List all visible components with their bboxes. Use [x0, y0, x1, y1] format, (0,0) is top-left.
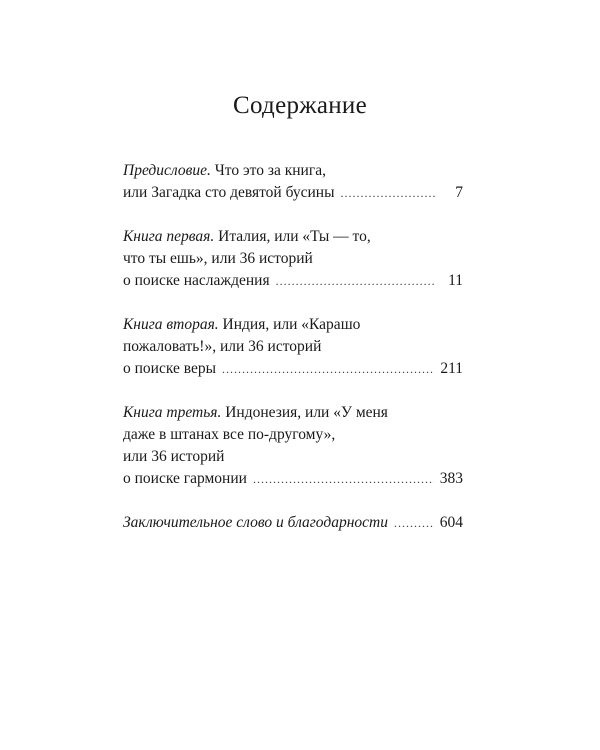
toc-entry-afterword[interactable] — [123, 512, 463, 534]
toc-entry-book-three[interactable] — [123, 402, 463, 490]
toc-entry-text: Индонезия, или «У меня — [225, 404, 388, 421]
toc-page-number: 11 — [448, 272, 463, 289]
toc-entry-book-two[interactable] — [123, 314, 463, 380]
toc-page-number: 7 — [455, 184, 463, 201]
toc-entry-text: о поиске наслаждения — [123, 272, 270, 289]
toc-page-number: 383 — [439, 470, 463, 487]
toc-line — [123, 314, 463, 336]
toc-entry-text: или 36 историй — [123, 448, 225, 465]
toc-page-number: 211 — [440, 360, 463, 377]
toc-line — [123, 446, 463, 468]
toc-entry-text: Индия, или «Карашо — [222, 316, 361, 333]
toc-entry-preface[interactable] — [123, 160, 463, 204]
toc-entry-text: Италия, или «Ты — то, — [218, 228, 371, 245]
toc-line — [123, 160, 463, 182]
toc-entry-text: о поиске веры — [123, 360, 217, 377]
toc-entry-book-one[interactable] — [123, 226, 463, 292]
dot-leader — [253, 468, 434, 490]
toc-entry-text: что ты ешь», или 36 историй — [123, 250, 313, 267]
toc-leader-line — [123, 468, 463, 490]
dot-leader — [276, 270, 435, 292]
toc-leader-line — [123, 512, 463, 534]
toc-line — [123, 226, 463, 248]
toc-line — [123, 336, 463, 358]
dot-leader — [341, 182, 435, 204]
toc-leader-line — [123, 270, 463, 292]
toc-page-number: 604 — [439, 514, 463, 531]
toc-entry-text: даже в штанах все по-другому», — [123, 426, 336, 443]
dot-leader — [394, 512, 434, 534]
toc-entry-text: о поиске гармонии — [123, 470, 247, 487]
toc-leader-line — [123, 182, 463, 204]
toc-entry-text: Что это за книга, — [214, 162, 326, 179]
toc-entry-label: Заключительное слово и благодарности — [123, 514, 388, 531]
dot-leader — [222, 358, 434, 380]
page-title: Содержание — [233, 92, 367, 119]
toc-entry-label: Книга первая. — [123, 228, 215, 245]
toc-entry-label: Предисловие. — [123, 162, 211, 179]
toc-line — [123, 248, 463, 270]
toc-entry-label: Книга третья. — [123, 404, 222, 421]
toc-entry-text: пожаловать!», или 36 историй — [123, 338, 322, 355]
toc-leader-line — [123, 358, 463, 380]
toc-line — [123, 424, 463, 446]
toc-line — [123, 402, 463, 424]
toc-entry-text: или Загадка сто девятой бусины — [123, 184, 335, 201]
toc-entry-label: Книга вторая. — [123, 316, 219, 333]
table-of-contents — [123, 160, 463, 534]
